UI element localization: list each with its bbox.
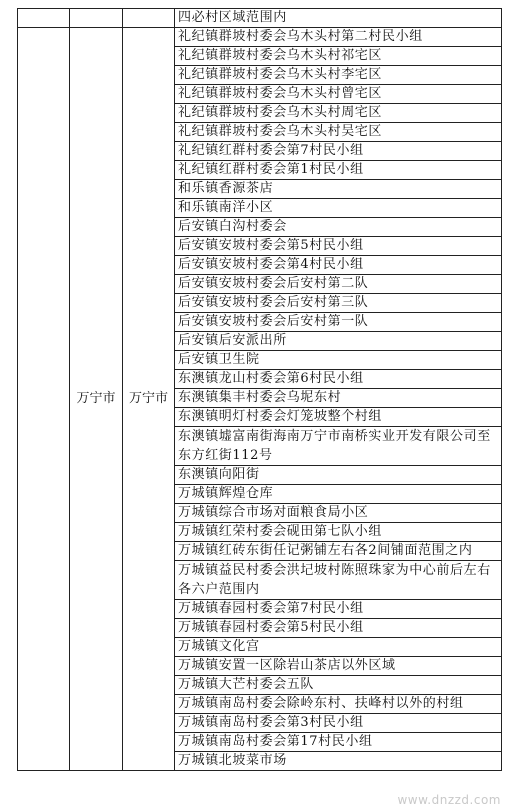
blank-cell	[123, 9, 175, 28]
area-cell: 东澳镇向阳街	[175, 466, 502, 485]
area-cell: 万城镇红砖东街任记粥铺左右各2间铺面范围之内	[175, 542, 502, 561]
area-cell: 万城镇安置一区除岩山茶店以外区域	[175, 657, 502, 676]
area-cell: 后安镇卫生院	[175, 351, 502, 370]
area-cell: 万城镇文化宫	[175, 638, 502, 657]
area-cell: 万城镇春园村委会第5村民小组	[175, 619, 502, 638]
area-cell: 后安镇后安派出所	[175, 332, 502, 351]
area-cell: 万城镇红荣村委会砚田第七队小组	[175, 523, 502, 542]
area-cell: 礼纪镇群坡村委会乌木头村周宅区	[175, 104, 502, 123]
area-cell: 东澳镇墟富南街海南万宁市南桥实业开发有限公司至东方红街112号	[175, 427, 502, 466]
area-cell: 四必村区域范围内	[175, 9, 502, 28]
area-cell: 万城镇南岛村委会第17村民小组	[175, 733, 502, 752]
area-cell: 后安镇安坡村委会后安村第一队	[175, 313, 502, 332]
area-cell: 万城镇南岛村委会第3村民小组	[175, 714, 502, 733]
watermark: www.dnzzd.com	[397, 793, 501, 807]
area-cell: 和乐镇南洋小区	[175, 199, 502, 218]
area-cell: 和乐镇香源茶店	[175, 180, 502, 199]
area-cell: 万城镇南岛村委会除岭东村、扶峰村以外的村组	[175, 695, 502, 714]
area-cell: 万城镇综合市场对面粮食局小区	[175, 504, 502, 523]
area-cell: 礼纪镇红群村委会第1村民小组	[175, 161, 502, 180]
area-cell: 东澳镇龙山村委会第6村民小组	[175, 370, 502, 389]
city-cell: 万宁市	[70, 28, 123, 771]
blank-cell	[18, 28, 70, 771]
area-cell: 礼纪镇红群村委会第7村民小组	[175, 142, 502, 161]
blank-cell	[70, 9, 123, 28]
area-cell: 东澳镇集丰村委会乌坭东村	[175, 389, 502, 408]
area-cell: 礼纪镇群坡村委会乌木头村第二村民小组	[175, 28, 502, 47]
table-row	[18, 9, 502, 28]
area-cell: 东澳镇明灯村委会灯笼坡整个村组	[175, 408, 502, 427]
area-cell: 万城镇春园村委会第7村民小组	[175, 600, 502, 619]
area-cell: 礼纪镇群坡村委会乌木头村李宅区	[175, 66, 502, 85]
area-list-body	[18, 9, 502, 771]
area-cell: 后安镇安坡村委会第4村民小组	[175, 256, 502, 275]
area-cell: 后安镇安坡村委会后安村第二队	[175, 275, 502, 294]
area-list-table	[17, 8, 502, 771]
area-cell: 礼纪镇群坡村委会乌木头村曾宅区	[175, 85, 502, 104]
county-cell: 万宁市	[123, 28, 175, 771]
area-cell: 礼纪镇群坡村委会乌木头村吴宅区	[175, 123, 502, 142]
table-row	[18, 28, 502, 47]
area-cell: 万城镇益民村委会洪圮坡村陈照珠家为中心前后左右各六户范围内	[175, 561, 502, 600]
area-cell: 礼纪镇群坡村委会乌木头村祁宅区	[175, 47, 502, 66]
area-cell: 后安镇安坡村委会第5村民小组	[175, 237, 502, 256]
area-cell: 万城镇辉煌仓库	[175, 485, 502, 504]
blank-cell	[18, 9, 70, 28]
area-cell: 后安镇白沟村委会	[175, 218, 502, 237]
area-cell: 后安镇安坡村委会后安村第三队	[175, 294, 502, 313]
area-cell: 万城镇大芒村委会五队	[175, 676, 502, 695]
area-cell: 万城镇北坡菜市场	[175, 752, 502, 771]
